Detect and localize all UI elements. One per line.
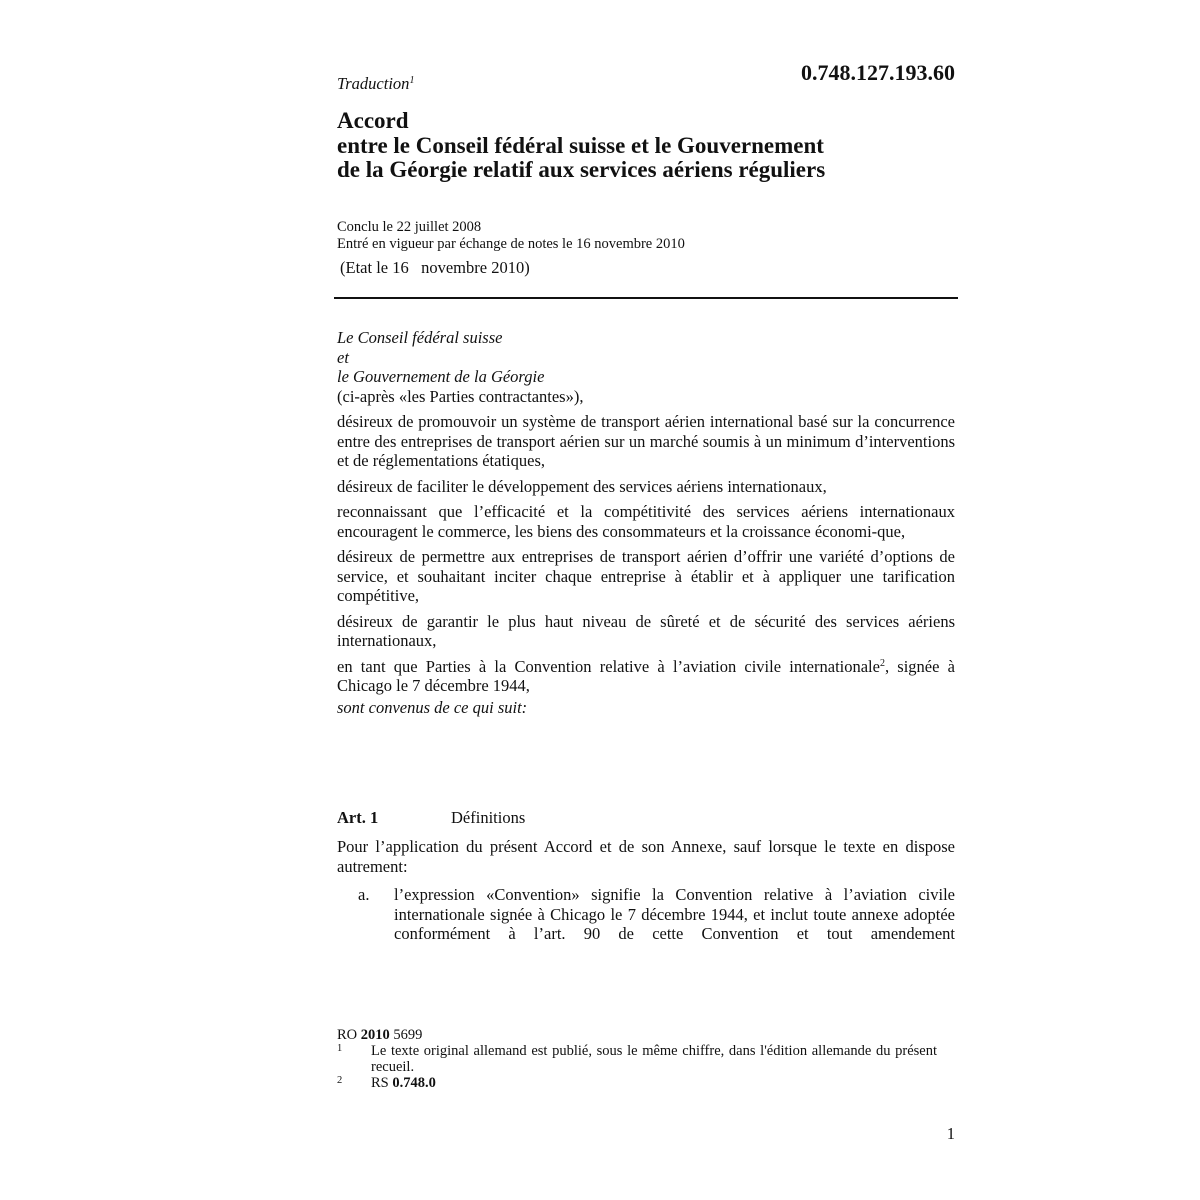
article-number: Art. 1 [337,808,379,827]
paragraph-6-text-b: , signée à Chicago le 7 décembre 1944, [337,656,955,695]
rs-prefix: RS [371,1075,389,1091]
footnote-1 [337,1043,937,1075]
footnotes [337,1027,937,1091]
footnote-2 [337,1075,937,1091]
article-title: Définitions [451,808,526,827]
footnote-1-number: 1 [337,1043,343,1054]
preamble [337,328,955,717]
ro-year: 2010 [360,1027,390,1043]
ro-prefix: RO [337,1027,358,1043]
sr-number: 0.748.127.193.60 [801,60,955,85]
document-title [337,109,825,183]
title-line-3: de la Géorgie relatif aux services aériens réguliers [337,157,826,182]
ro-reference [337,1027,937,1043]
parties-definition: (ci-après «les Parties contractantes»), [337,386,584,406]
preamble-paragraph-1: désireux de promouvoir un système de transport aérien international basé sur la concurrence entre des entreprises de transport aérien sur un marché soumis à un minimum d’interventions et de réglementations étatiques, [337,412,955,470]
concluded-date: Conclu le 22 juillet 2008 [337,219,482,235]
page-number: 1 [946,1124,955,1143]
preamble-paragraph-5: désireux de garantir le plus haut niveau de sûreté et de sécurité des services aériens internationaux, [337,611,955,650]
item-text: l’expression «Convention» signifie la Convention relative à l’aviation civile internationale signée à Chicago le 7 décembre 1944, et inclut toute annexe adoptée conformément à l’art. 90 de cette Convention et tout amendement [394,885,955,943]
header-divider [334,297,958,299]
footnote-1-text: Le texte original allemand est publié, sous le même chiffre, dans l'édition allemande du présent recueil. [371,1043,937,1075]
article-intro: Pour l’application du présent Accord et de son Annexe, sauf lorsque le texte en dispose autrement: [337,837,955,876]
footnote-2-text [371,1075,937,1091]
footnote-ref-1[interactable]: 1 [409,75,415,86]
preamble-paragraph-2: désireux de faciliter le développement des services aériens internationaux, [337,476,827,496]
article-heading [337,808,526,828]
preamble-paragraph-3: reconnaissant que l’efficacité et la compétitivité des services aériens internationaux encouragent le commerce, les biens des consommateurs et la croissance économi-que, [337,502,955,541]
title-line-2: entre le Conseil fédéral suisse et le Gouvernement [337,132,824,158]
preamble-paragraph-6 [337,657,955,696]
title-line-1: Accord [337,108,409,133]
translation-label [337,74,414,94]
translation-text: Traduction [337,74,410,93]
status-date: (Etat le 16 novembre 2010) [340,258,530,277]
paragraph-6-text-a: en tant que Parties à la Convention relative à l’aviation civile internationale [337,656,880,676]
definition-item-a [337,885,955,944]
item-label: a. [358,885,370,904]
rs-reference[interactable]: 0.748.0 [392,1075,436,1091]
entry-into-force: Entré en vigueur par échange de notes le 16 novembre 2010 [337,236,685,252]
ro-page: 5699 [393,1027,423,1043]
conjunction: et [337,347,349,367]
footnote-ref-2[interactable]: 2 [879,657,885,669]
document-meta [337,219,685,253]
preamble-paragraph-4: désireux de permettre aux entreprises de transport aérien d’offrir une variété d’options de service, et souhaitant inciter chaque entreprise à établir et à appliquer une tarification compétitive, [337,547,955,605]
preamble-conclusion: sont convenus de ce qui suit: [337,697,528,717]
party-2: le Gouvernement de la Géorgie [337,367,545,386]
footnote-2-number: 2 [337,1075,343,1086]
party-1: Le Conseil fédéral suisse [337,328,503,347]
